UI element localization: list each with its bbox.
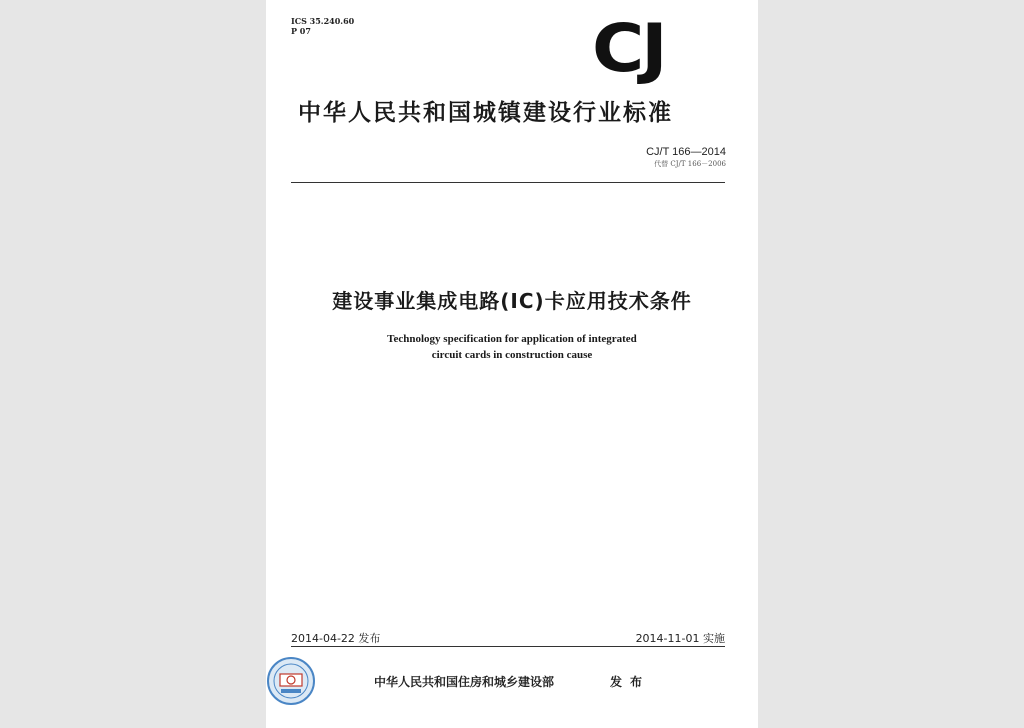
classification-block xyxy=(291,16,354,36)
replaces-standard: 代替 CJ/T 166－2006 xyxy=(654,160,726,168)
header-divider xyxy=(291,182,725,183)
standard-category-title: 中华人民共和国城镇建设行业标准 xyxy=(298,100,673,126)
document-page xyxy=(266,0,758,728)
implementation-date: 2014-11-01 实施 xyxy=(635,632,725,645)
standard-code: CJ/T 166—2014 xyxy=(646,146,726,158)
issue-label: 发布 xyxy=(610,675,651,689)
class-code: P 07 xyxy=(291,26,311,36)
ics-code: ICS 35.240.60 xyxy=(291,16,355,26)
footer-divider xyxy=(291,646,725,647)
document-title-en xyxy=(266,331,758,363)
document-title-en-line1: Technology specification for application of integrated xyxy=(387,333,637,345)
document-title-cn: 建设事业集成电路(IC)卡应用技术条件 xyxy=(332,289,692,313)
issue-date: 2014-04-22 发布 xyxy=(291,632,381,645)
document-title-en-line2: circuit cards in construction cause xyxy=(431,349,593,361)
seal-icon xyxy=(266,656,316,706)
issuing-authority: 中华人民共和国住房和城乡建设部 xyxy=(374,675,555,689)
cj-logo: CJ xyxy=(592,10,665,87)
